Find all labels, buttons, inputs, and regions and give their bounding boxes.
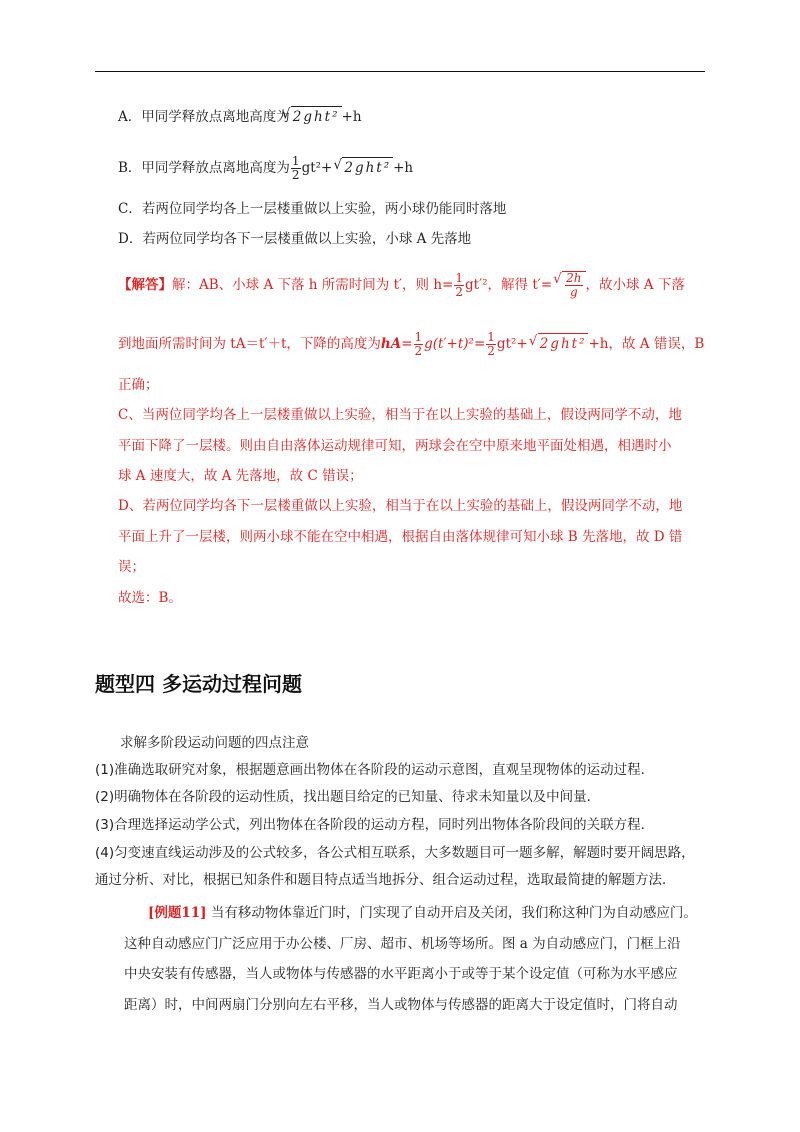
- section-intro: 求解多阶段运动问题的四点注意: [120, 735, 309, 751]
- answer-fraction: [486, 331, 496, 358]
- answer-choice: 故选：B。: [118, 590, 182, 606]
- answer-line-2: [118, 331, 704, 358]
- section-title: 题型四 多运动过程问题: [95, 672, 302, 696]
- example-text: 当有移动物体靠近门时，门实现了自动开启及关闭，我们称这种门为自动感应门。: [206, 905, 697, 921]
- option-a-tail: +h: [341, 109, 362, 125]
- option-b-fraction: [291, 155, 301, 182]
- answer-c-1: C、当两位同学均各上一层楼重做以上实验，相当于在以上实验的基础上，假设两同学不动，地: [118, 407, 682, 423]
- point-1: (1)准确选取研究对象，根据题意画出物体在各阶段的运动示意图，直观呈现物体的运动过程．: [95, 762, 655, 778]
- example-line-2: 这种自动感应门广泛应用于办公楼、厂房、超市、机场等场所。图 a 为自动感应门，门框上沿: [124, 936, 681, 952]
- fraction-numerator: 1: [487, 330, 495, 344]
- answer-c-3: 球 A 速度大，故 A 先落地，故 C 错误；: [118, 468, 363, 484]
- answer-text: ，故小球 A 下落: [585, 277, 685, 293]
- fraction-denominator: 2: [291, 168, 300, 182]
- option-c: C．若两位同学均各上一层楼重做以上实验，两小球仍能同时落地: [118, 201, 507, 217]
- answer-text: gt²+: [496, 336, 528, 352]
- fraction-denominator: 2: [455, 285, 463, 299]
- option-b: [118, 155, 413, 182]
- fraction-numerator: 1: [455, 271, 463, 285]
- answer-tag: 【解答】: [118, 277, 172, 293]
- option-d: D．若两位同学均各下一层楼重做以上实验，小球 A 先落地: [118, 231, 472, 247]
- example-line-4: 距离）时，中间两扇门分别向左右平移，当人或物体与传感器的距离大于设定值时，门将自动: [124, 997, 678, 1013]
- option-a: [118, 106, 362, 127]
- point-2: (2)明确物体在各阶段的运动性质，找出题目给定的已知量、待求未知量以及中间量．: [95, 789, 601, 805]
- answer-fraction: [454, 272, 464, 299]
- option-a-sqrt: √ 2ght²: [291, 106, 342, 127]
- point-4-line-1: (4)匀变速直线运动涉及的公式较多，各公式相互联系，大多数题目可一题多解，解题时要开阔思路，: [95, 845, 695, 861]
- point-3: (3)合理选择运动学公式，列出物体在各阶段的运动方程，同时列出物体各阶段间的关联方程．: [95, 817, 655, 833]
- fraction-denominator: 2: [414, 344, 423, 358]
- answer-line-3: 正确；: [118, 377, 159, 393]
- fraction-numerator: √ 2h: [566, 271, 582, 285]
- answer-d-3: 误；: [118, 559, 145, 575]
- example-line-3: 中央安装有传感器，当人或物体与传感器的水平距离小于或等于某个设定值（可称为水平感应: [124, 966, 678, 982]
- option-b-text: B．甲同学释放点离地高度为: [118, 160, 290, 176]
- point-4-line-2: 通过分析、对比，根据已知条件和题目特点适当地拆分、组合运动过程，选取最简捷的解题方法．: [95, 872, 676, 888]
- answer-d-1: D、若两位同学均各下一层楼重做以上实验，相当于在以上实验的基础上，假设两同学不动，地: [118, 498, 683, 514]
- answer-line-1: [118, 271, 685, 299]
- answer-fraction: [414, 331, 424, 358]
- header-rule: [95, 71, 705, 72]
- answer-sqrt: [562, 271, 585, 299]
- answer-text: 到地面所需时间为 tA＝t′＋t，下降的高度为: [118, 336, 381, 352]
- fraction-denominator: g: [569, 285, 578, 299]
- answer-c-2: 平面下降了一层楼。则由自由落体运动规律可知，两球会在空中原来地平面处相遇，相遇时小: [118, 438, 672, 454]
- option-b-mid: gt²+: [301, 160, 333, 176]
- fraction-numerator: 1: [414, 330, 423, 344]
- answer-text: +h，故 A 错误，B: [588, 336, 705, 352]
- option-a-text: A．甲同学释放点离地高度为: [118, 109, 290, 125]
- fraction-numerator: 1: [291, 154, 300, 168]
- answer-text: =: [401, 336, 413, 352]
- option-b-sqrt: √ 2ght²: [342, 157, 393, 178]
- answer-sqrt: √ 2ght²: [538, 333, 589, 354]
- answer-d-2: 平面上升了一层楼，则两小球不能在空中相遇，根据自由落体规律可知小球 B 先落地，故 D 错: [118, 529, 683, 545]
- answer-text: g(t′+t)²=: [424, 336, 486, 352]
- example-line-1: [148, 903, 697, 923]
- example-tag: [例题11]: [148, 905, 207, 921]
- answer-text: gt′²，解得 t′=: [465, 277, 553, 293]
- answer-symbol: hA: [380, 336, 402, 352]
- answer-text: 解：AB、小球 A 下落 h 所需时间为 t′，则 h=: [172, 277, 454, 293]
- option-b-tail: +h: [393, 160, 414, 176]
- fraction-denominator: 2: [487, 344, 495, 358]
